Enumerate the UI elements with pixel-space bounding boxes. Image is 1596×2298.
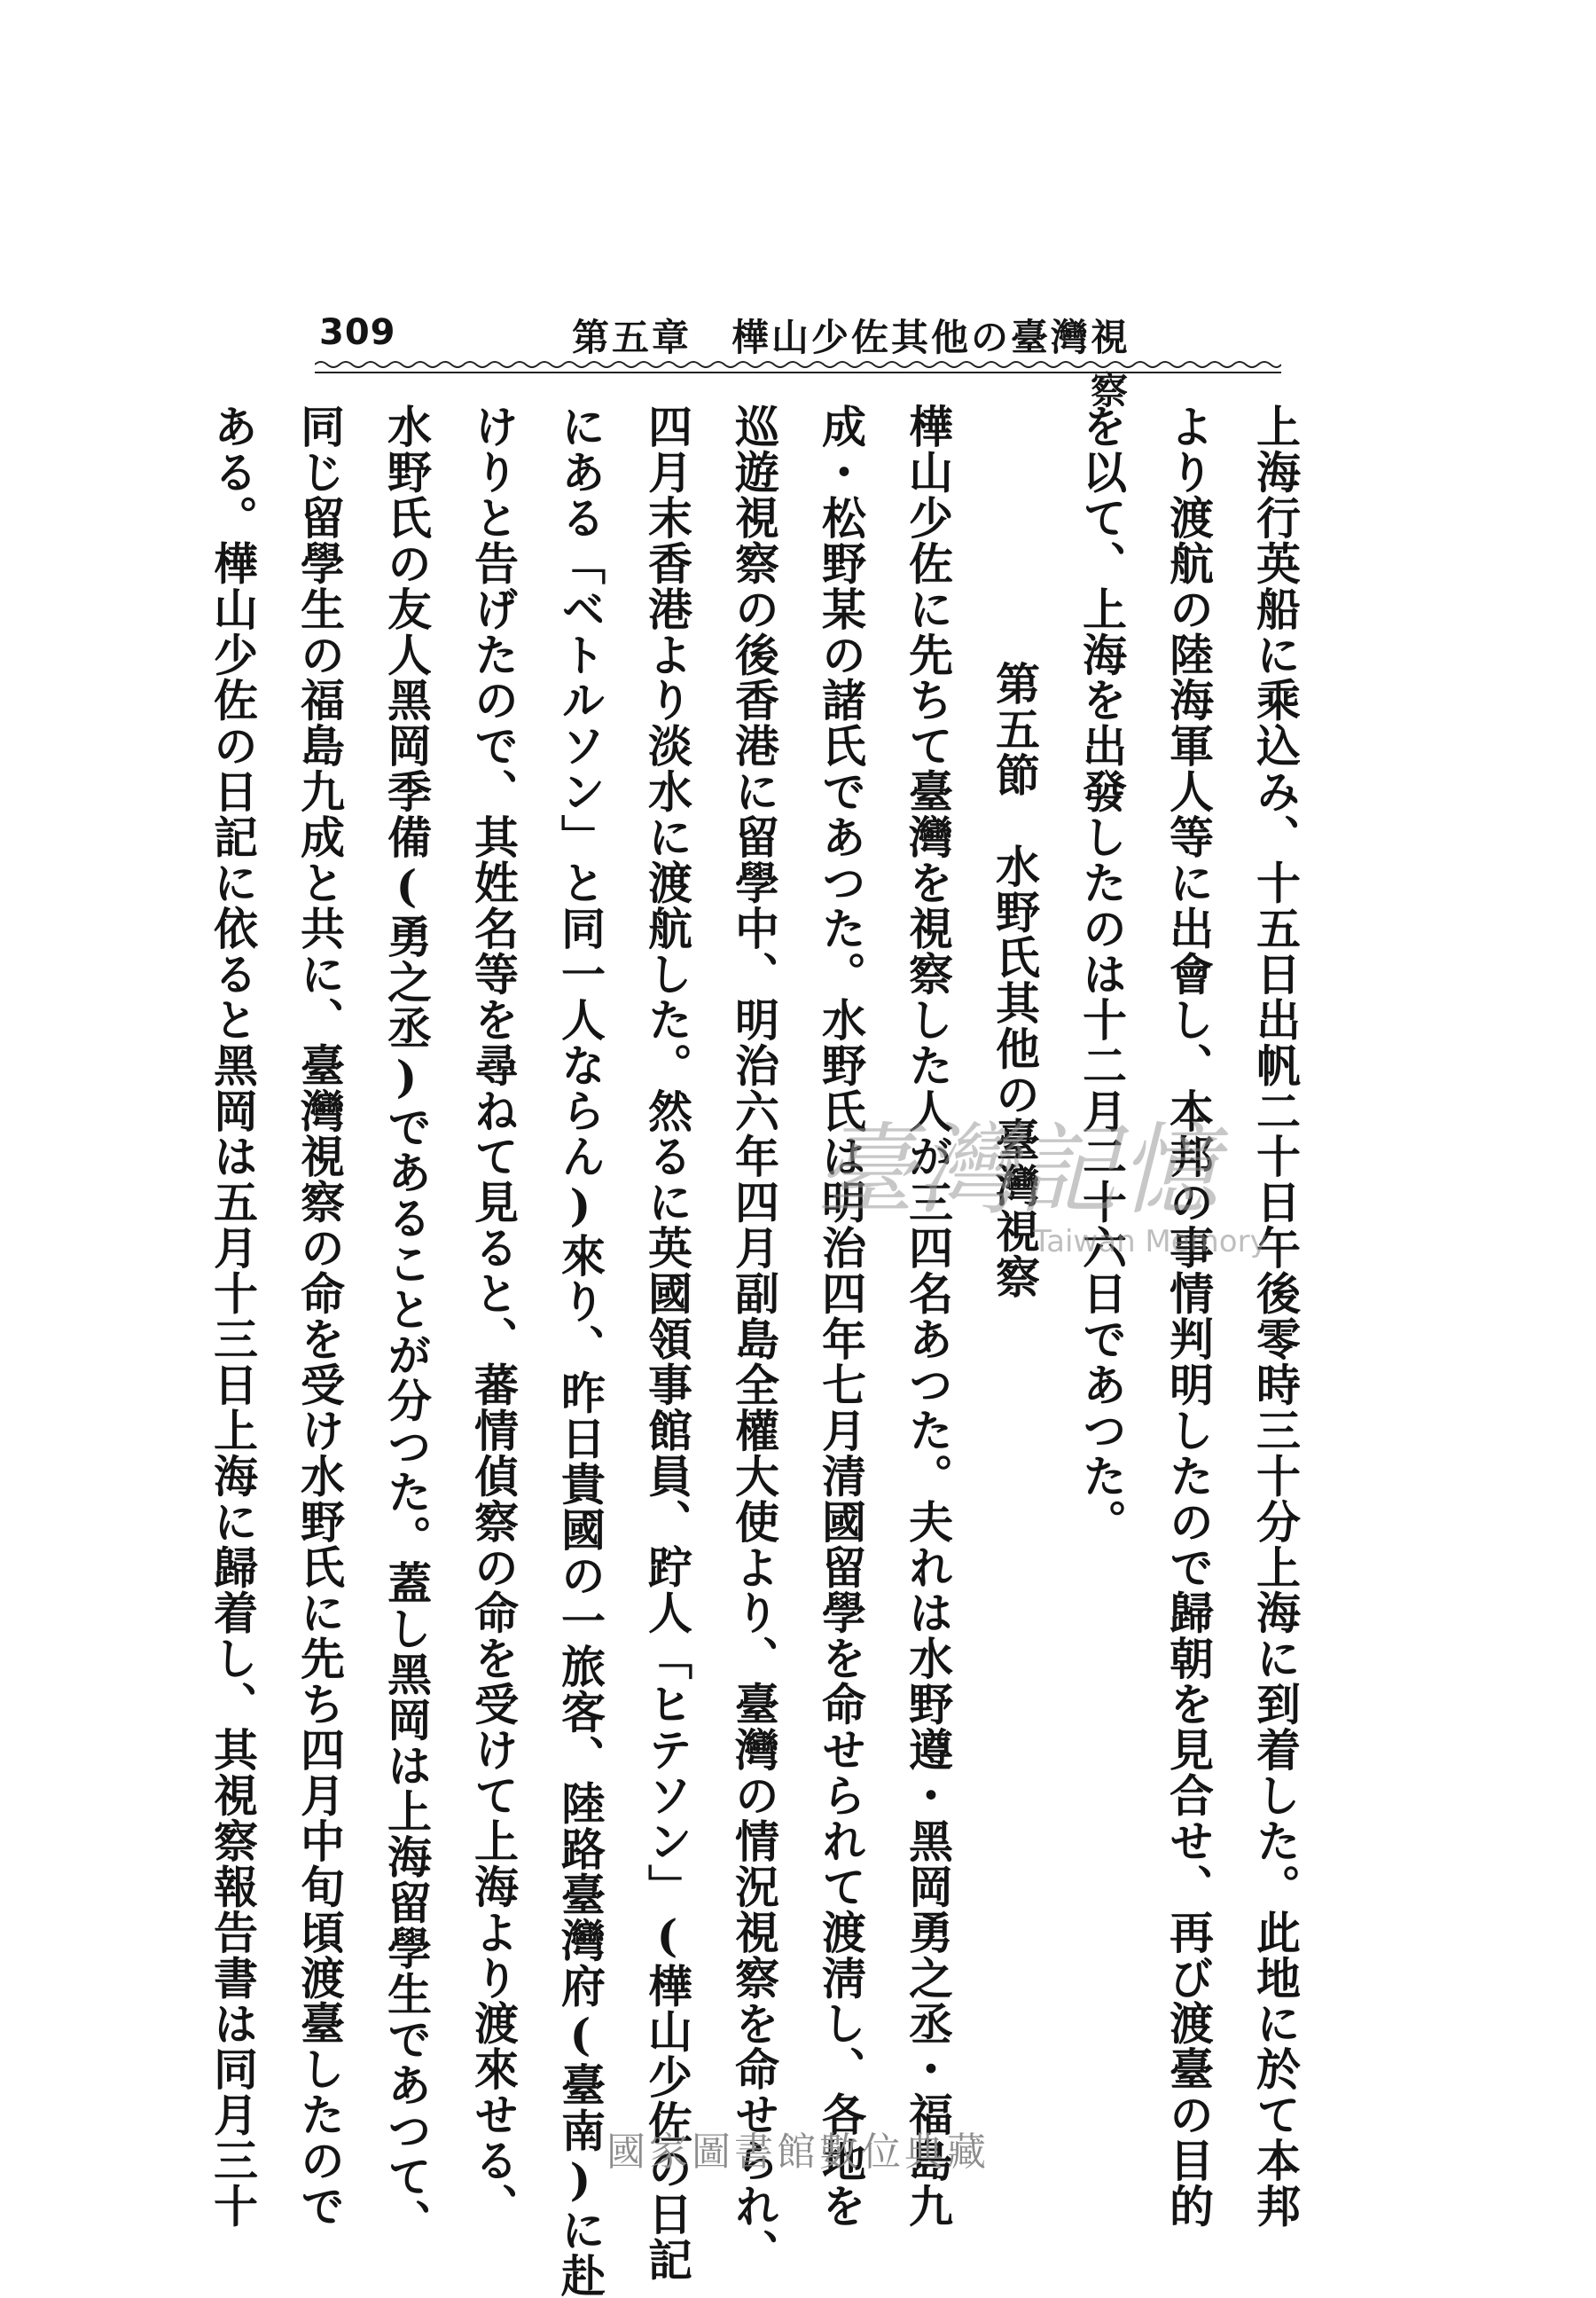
section-heading: 第五節 水野氏其他の臺灣視察	[989, 661, 1041, 1300]
text-line-3: を以て、上海を出發したのは十二月二十六日であつた。	[1076, 404, 1128, 1545]
page-number: 309	[319, 312, 396, 353]
text-line-8: 四月末香港より淡水に渡航した。然るに英國領事館員、𨀉人「ヒテソン」(樺山少佐の日記	[641, 404, 693, 2283]
text-line-5: 樺山少佐に先ちて臺灣を視察した人が三四名あつた。夫れは水野遵・黑岡勇之丞・福島九	[902, 404, 954, 2229]
text-line-12: 同じ留學生の福島九成と共に、臺灣視察の命を受け水野氏に先ち四月中旬頃渡臺したので	[293, 404, 346, 2229]
text-line-6: 成・松野某の諸氏であつた。水野氏は明治四年七月清國留學を命せられて渡淸し、各地を	[815, 404, 867, 2229]
taiwan-memory-watermark	[816, 1091, 1330, 1295]
text-line-13: ある。樺山少佐の日記に依ると黑岡は五月十三日上海に歸着し、其視察報告書は同月三十	[207, 404, 259, 2229]
watermark-subtitle: Taiwan Memory	[1033, 1224, 1268, 1259]
text-line-11: 水野氏の友人黑岡季備(勇之丞)であることが分つた。蓋し黑岡は上海留學生であつて、	[380, 404, 433, 2245]
footer-archive-credit: 國家圖書館數位典藏	[606, 2129, 990, 2175]
text-line-7: 巡遊視察の後香港に留學中、明治六年四月副島全權大使より、臺灣の情況視察を命せられ、	[728, 404, 780, 2275]
text-line-1: 上海行英船に乘込み、十五日出帆二十日午後零時三十分上海に到着した。此地に於て本邦	[1249, 404, 1302, 2229]
text-line-9: にある「ベトルソン」と同一人ならん)來り、昨日貴國の一旅客、陸路臺灣府(臺南)に赴	[554, 404, 606, 2298]
header-wavy-rule	[315, 359, 1281, 377]
running-title: 第五章 樺山少佐其他の臺灣視察	[571, 316, 1130, 412]
text-line-10: けりと告げたので、其姓名等を尋ねて見ると、蕃情偵察の命を受けて上海より渡來せる、	[467, 404, 520, 2229]
text-line-2: より渡航の陸海軍人等に出會し、本邦の事情判明したので歸朝を見合せ、再び渡臺の目的	[1162, 404, 1215, 2229]
watermark-title: 臺灣記憶	[816, 1113, 1220, 1228]
